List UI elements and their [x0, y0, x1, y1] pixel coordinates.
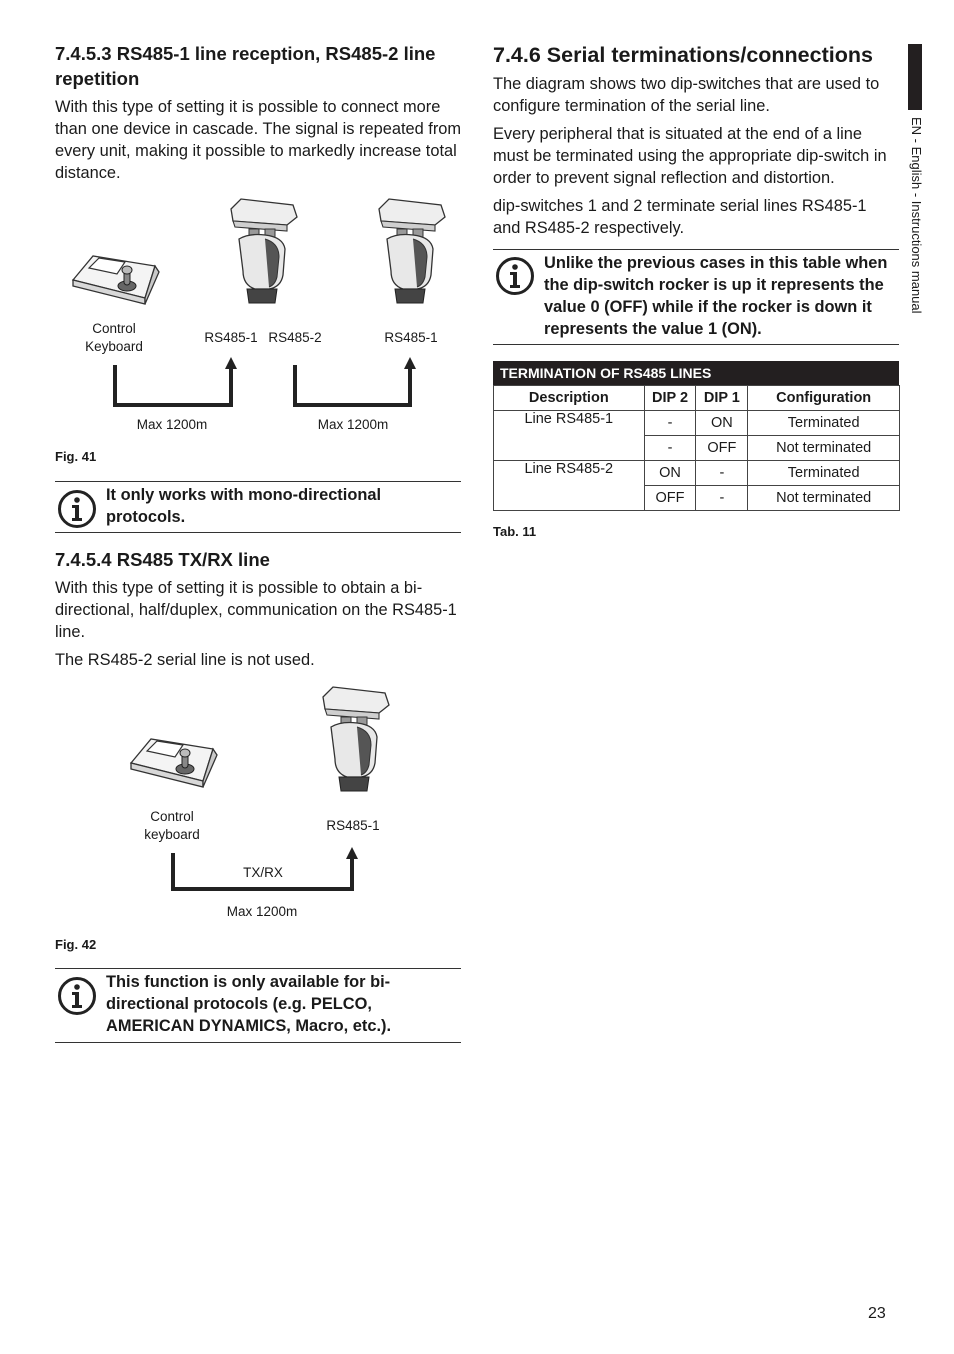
- table-header: Configuration: [748, 386, 900, 411]
- keyboard-label: Control Keyboard: [85, 321, 143, 354]
- section-text-7-4-5-4-b: The RS485-2 serial line is not used.: [55, 651, 315, 669]
- table-header: Description: [494, 386, 645, 411]
- table-header: DIP 2: [644, 386, 696, 411]
- section-title-7-4-5-3: 7.4.5.3 RS485-1 line reception, RS485-2 line repetition: [55, 43, 436, 89]
- table-cell: Line RS485-1: [494, 411, 645, 461]
- table-cell: Terminated: [748, 461, 900, 486]
- distance-label: Max 1200m: [226, 904, 298, 919]
- connection-lines: [55, 845, 465, 905]
- info-icon: [57, 976, 97, 1016]
- figure-41: [55, 190, 465, 450]
- figure-42: [55, 680, 465, 930]
- ptz-camera-icon: [373, 195, 449, 305]
- section-title-7-4-5-4: 7.4.5.4 RS485 TX/RX line: [55, 549, 270, 570]
- arrow-up-icon: [225, 357, 237, 369]
- table-cell: -: [644, 436, 696, 461]
- figure-42-caption: Fig. 42: [55, 937, 97, 952]
- cam1-in-label: RS485-1: [204, 330, 258, 345]
- info-icon: [57, 489, 97, 529]
- termination-table: [493, 385, 900, 511]
- right-paragraph-1: The diagram shows two dip-switches that are used to configure termination of the serial line.: [493, 75, 880, 115]
- right-paragraph-3: dip-switches 1 and 2 terminate serial lines RS485-1 and RS485-2 respectively.: [493, 197, 867, 237]
- table-cell: Not terminated: [748, 486, 900, 511]
- right-paragraph-2: Every peripheral that is situated at the end of a line must be terminated using the appropriate dip-switch in order to prevent signal reflection and distortion.: [493, 125, 887, 187]
- txrx-label: TX/RX: [243, 865, 283, 880]
- camera-label: RS485-1: [326, 818, 380, 833]
- table-row: [494, 411, 900, 436]
- cam2-in-label: RS485-1: [384, 330, 438, 345]
- ptz-camera-icon: [317, 683, 393, 793]
- info-icon: [495, 256, 535, 296]
- distance-label-1: Max 1200m: [136, 417, 208, 432]
- table-header: DIP 1: [696, 386, 748, 411]
- control-keyboard-icon: [125, 733, 221, 789]
- section-title-7-4-6: 7.4.6 Serial terminations/connections: [493, 43, 873, 67]
- info-note-3-text: Unlike the previous cases in this table when the dip-switch rocker is up it represents the value 0 (OFF) while if the rocker is down it represents the value 1 (ON).: [544, 254, 888, 338]
- section-text-7-4-5-3: With this type of setting it is possible to connect more than one device in cascade. The signal is repeated from every unit, making it possible to markedly increase total distance.: [55, 98, 462, 182]
- sidebar-label: [905, 117, 925, 347]
- cam1-out-label: RS485-2: [268, 330, 322, 345]
- info-note-1: [55, 481, 461, 533]
- arrow-up-icon: [346, 847, 358, 859]
- table-caption: Tab. 11: [493, 524, 537, 539]
- info-note-3: [493, 249, 899, 345]
- ptz-camera-icon: [225, 195, 301, 305]
- info-note-2: [55, 968, 461, 1043]
- table-cell: ON: [696, 411, 748, 436]
- info-note-2-text: This function is only available for bi-directional protocols (e.g. PELCO, AMERICAN DYNAMICS, Macro, etc.).: [106, 973, 392, 1035]
- table-title: TERMINATION OF RS485 LINES: [493, 361, 899, 385]
- page-number: 23: [868, 1305, 886, 1322]
- distance-label-2: Max 1200m: [317, 417, 389, 432]
- table-cell: -: [696, 461, 748, 486]
- sidebar-tab-marker: [908, 44, 922, 110]
- table-cell: Line RS485-2: [494, 461, 645, 511]
- table-cell: Terminated: [748, 411, 900, 436]
- info-note-1-text: It only works with mono-directional protocols.: [106, 486, 382, 526]
- table-cell: -: [644, 411, 696, 436]
- table-cell: ON: [644, 461, 696, 486]
- table-row: [494, 461, 900, 486]
- connection-lines: [55, 355, 465, 415]
- keyboard-label: Control keyboard: [144, 809, 200, 842]
- table-cell: Not terminated: [748, 436, 900, 461]
- figure-41-caption: Fig. 41: [55, 449, 97, 464]
- table-cell: OFF: [644, 486, 696, 511]
- control-keyboard-icon: [67, 250, 163, 306]
- table-cell: -: [696, 486, 748, 511]
- arrow-up-icon: [404, 357, 416, 369]
- table-cell: OFF: [696, 436, 748, 461]
- table-header-row: [494, 386, 900, 411]
- section-text-7-4-5-4-a: With this type of setting it is possible to obtain a bi-directional, half/duplex, communication on the RS485-1 line.: [55, 579, 457, 641]
- sidebar-label-text: EN - English - Instructions manual: [909, 117, 924, 314]
